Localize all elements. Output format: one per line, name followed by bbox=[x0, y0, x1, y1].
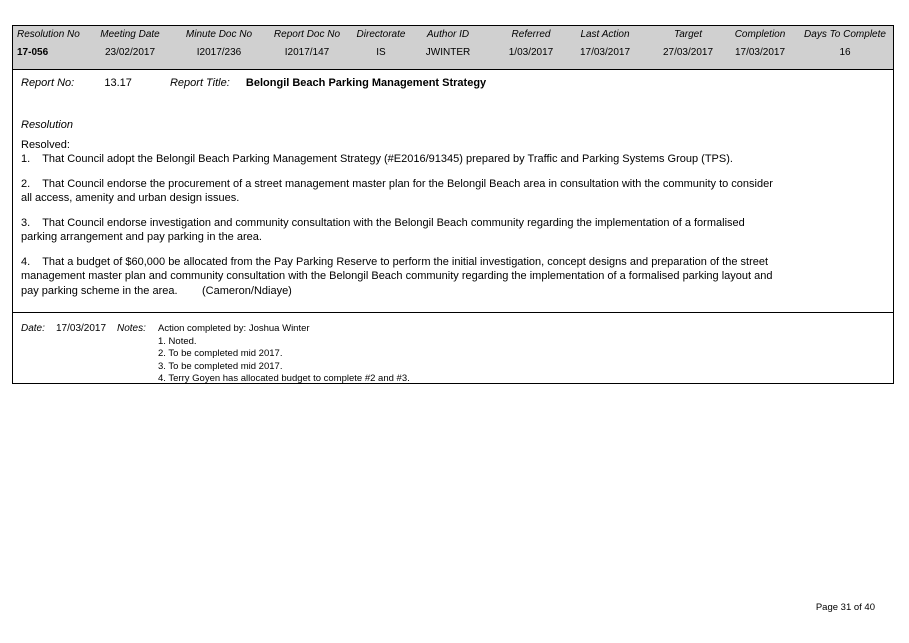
col-report-doc-no bbox=[267, 26, 347, 70]
col-label: Referred bbox=[511, 29, 551, 40]
col-value: 17-056 bbox=[17, 47, 49, 58]
col-meeting-date bbox=[93, 26, 167, 70]
resolution-item: 2. That Council endorse the procurement of a street management master plan for the Belongil Beach area in consultation with the community to consider all access, amenity and urban design issues. bbox=[21, 177, 776, 204]
note-line: Action completed by: Joshua Winter bbox=[158, 323, 310, 334]
col-value: 27/03/2017 bbox=[662, 47, 714, 58]
report-no-label: Report No: bbox=[21, 77, 75, 89]
action-notes bbox=[158, 323, 410, 386]
col-label: Resolution No bbox=[17, 29, 80, 40]
col-author-id bbox=[413, 26, 483, 70]
col-value: JWINTER bbox=[425, 47, 471, 58]
action-notes-label bbox=[117, 323, 146, 334]
col-completion bbox=[723, 26, 797, 70]
resolution-body bbox=[21, 118, 781, 308]
col-value: I2017/236 bbox=[196, 47, 242, 58]
col-value: 17/03/2017 bbox=[579, 47, 631, 58]
note-line: 3. To be completed mid 2017. bbox=[158, 360, 283, 372]
col-value: 17/03/2017 bbox=[734, 47, 786, 58]
col-label: Author ID bbox=[426, 29, 470, 40]
notes-label: Notes: bbox=[117, 323, 146, 334]
col-value: I2017/147 bbox=[284, 47, 330, 58]
record-header bbox=[13, 26, 893, 70]
note-line: 4. Terry Goyen has allocated budget to complete #2 and #3. bbox=[158, 373, 410, 384]
note-line: 1. Noted. bbox=[158, 335, 197, 347]
col-value: 1/03/2017 bbox=[508, 47, 554, 58]
col-label: Report Doc No bbox=[273, 29, 341, 40]
col-label: Minute Doc No bbox=[185, 29, 253, 40]
col-label: Meeting Date bbox=[100, 29, 160, 40]
col-label: Last Action bbox=[580, 29, 630, 40]
col-resolution-no bbox=[17, 26, 97, 70]
date-label: Date: bbox=[21, 323, 45, 334]
col-minute-doc-no bbox=[179, 26, 259, 70]
page-number: Page 31 of 40 bbox=[815, 602, 875, 613]
resolution-item: 3. That Council endorse investigation and community consultation with the Belongil Beach community regarding the implementation of a formalised parking arrangement and pay parking in the area. bbox=[21, 216, 748, 243]
report-title: Belongil Beach Parking Management Strategy bbox=[245, 77, 487, 89]
action-date-value: 17/03/2017 bbox=[56, 323, 107, 334]
col-value: 16 bbox=[839, 47, 851, 58]
col-target bbox=[651, 26, 725, 70]
note-line: 2. To be completed mid 2017. bbox=[158, 348, 283, 359]
col-referred bbox=[497, 26, 565, 70]
col-label: Directorate bbox=[356, 29, 406, 40]
resolution-record bbox=[12, 25, 894, 384]
col-label: Completion bbox=[734, 29, 786, 40]
report-title-label: Report Title: bbox=[169, 77, 230, 89]
col-days-to-complete bbox=[799, 26, 891, 70]
section-divider bbox=[13, 312, 893, 313]
col-label: Days To Complete bbox=[804, 29, 886, 40]
col-value: IS bbox=[376, 47, 386, 58]
col-last-action bbox=[568, 26, 642, 70]
report-line bbox=[21, 77, 486, 89]
report-no-value: 13.17 bbox=[104, 77, 132, 89]
col-directorate bbox=[347, 26, 415, 70]
resolved-label: Resolved: bbox=[21, 138, 70, 151]
resolution-section-label: Resolution bbox=[21, 119, 73, 131]
col-label: Target bbox=[674, 29, 702, 40]
col-value: 23/02/2017 bbox=[104, 47, 156, 58]
action-date-label bbox=[21, 323, 45, 334]
resolution-item: 4. That a budget of $60,000 be allocated from the Pay Parking Reserve to perform the initial investigation, concept designs and preparation of the street management master plan and community consultation with the Belongil Beach community regarding the implementation of a formalised parking layout and pay parking scheme in the area. (Cameron/Ndiaye) bbox=[21, 255, 776, 297]
resolution-item: 1. That Council adopt the Belongil Beach Parking Management Strategy (#E2016/91345) prepared by Traffic and Parking Systems Group (TPS). bbox=[21, 153, 733, 165]
